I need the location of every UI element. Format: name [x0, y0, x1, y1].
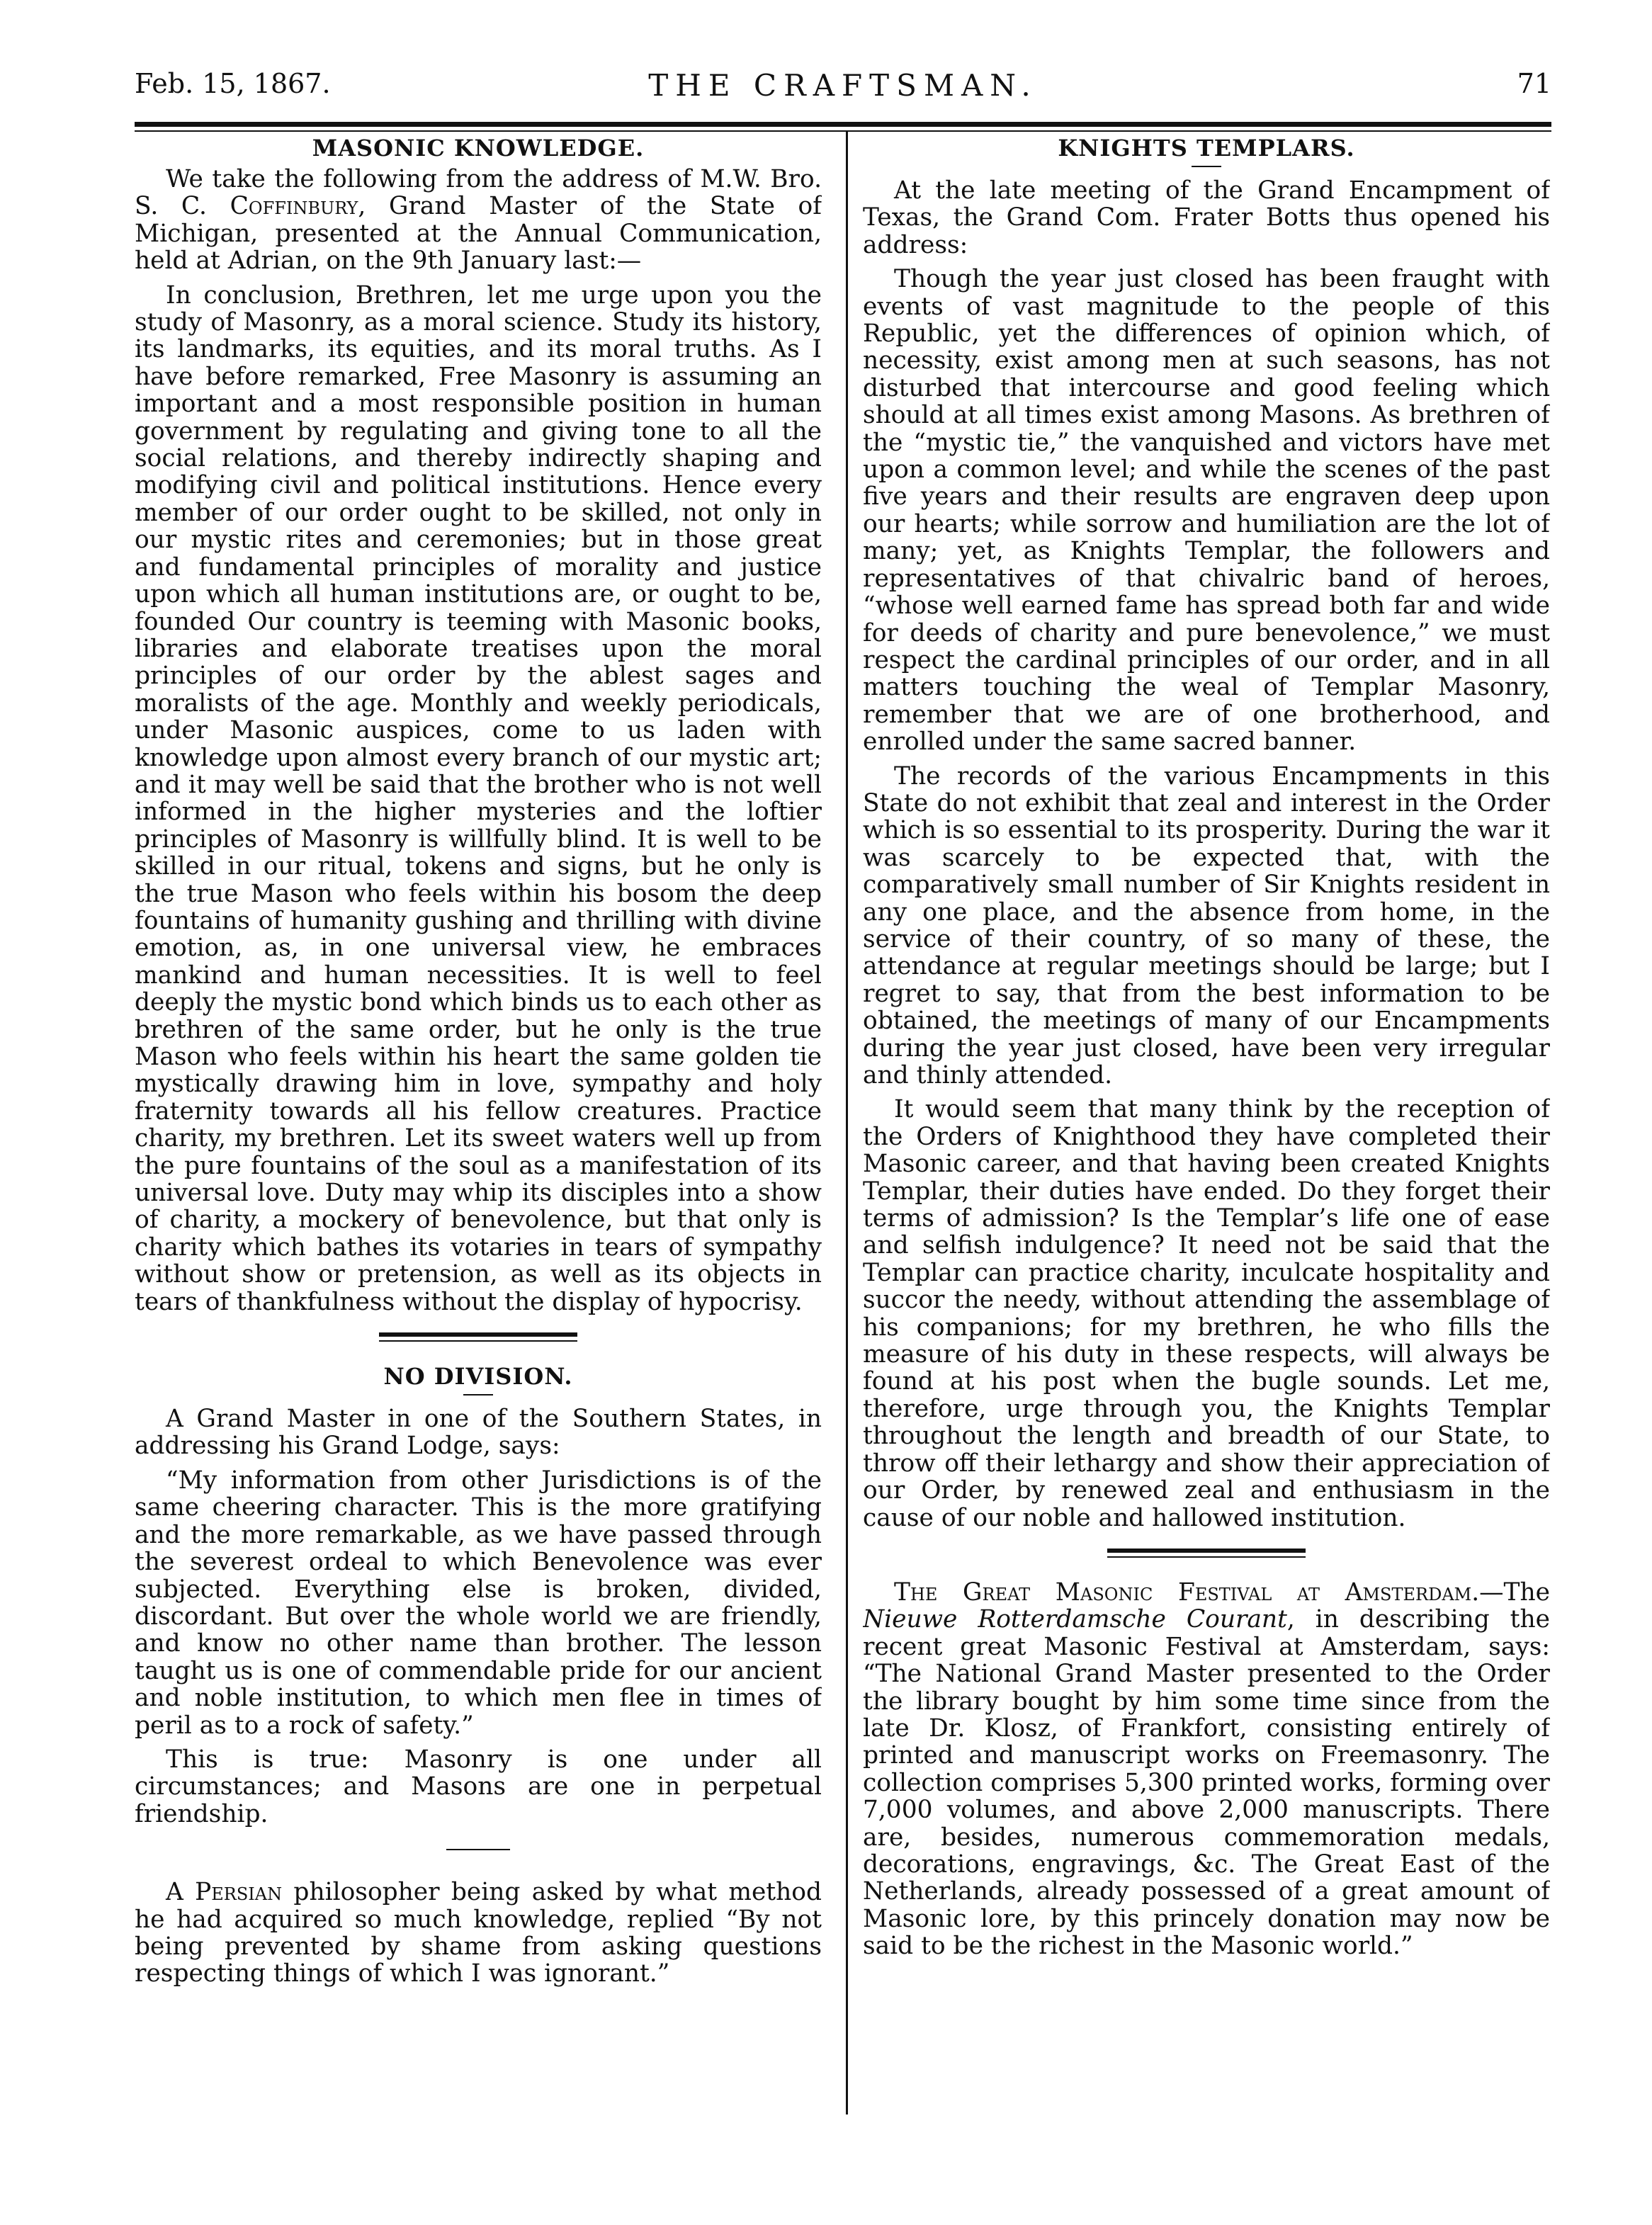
article-paragraph: Though the year just closed has been fraught with events of vast magnitude to the people of this Republic, yet the differences of opinion which, of necessity, exist among men at such seasons, has not disturbed that intercourse and good feeling which should at all times exist among Masons. As brethren of the “mystic tie,” the vanquished and victors have met upon a common level; and while the scenes of the past five years and their results are engraven deep upon our hearts; while sorrow and humiliation are the lot of many; yet, as Knights Templar, the followers and representatives of that chivalric band of heroes, “whose well earned fame has spread both far and wide for deeds of charity and pure benevolence,” we must respect the cardinal principles of our order, and in all matters touching the weal of Templar Masonry, remember that we are of one brotherhood, and enrolled under the same sacred banner. [863, 265, 1550, 757]
body-text: philosopher being asked by what method he had acquired so much knowledge, replied “By not being prevented by shame from asking questions respecting things of which I was ignorant.” [135, 1878, 822, 1988]
article-paragraph: The records of the various Encampments in this State do not exhibit that zeal and interest in the Order which is so essential to its prosperity. During the war it was scarcely to be expected that, with the comparatively small number of Sir Knights resident in any one place, and the absence from home, in the service of their country, of so many of these, the attendance at regular meetings should be large; but I regret to say, that from the best information to be obtained, the meetings of many of our Encampments during the year just closed, have been very irregular and thinly attended. [863, 762, 1550, 1089]
intro-text: We take the following from the address of M.W. Bro. S. C. [135, 165, 822, 221]
article-heading: NO DIVISION. [383, 1363, 573, 1391]
author-name: Coffinbury [230, 192, 358, 221]
article-body: In conclusion, Brethren, let me urge upon you the study of Masonry, as a moral science. Study its history, its landmarks, its equities, and its moral truths. As I have before remarked, Free Masonry is assuming an important and a most responsible position in human government by regulating and giving tone to all the social relations, and thereby indirectly shaping and modifying civil and political institutions. Hence every member of our order ought to be skilled, not only in our mystic rites and ceremonies; but in those great and fundamental principles of morality and justice upon which all human institutions are, or ought to be, founded Our country is teeming with Masonic books, libraries and elaborate treatises upon the moral principles of our order by the ablest sages and moralists of the age. Monthly and weekly periodicals, under Masonic auspices, come to us laden with knowledge upon almost every branch of our mystic art; and it may well be said that the brother who is not well informed in the higher mysteries and the loftier principles of Masonry is willfully blind. It is well to be skilled in our ritual, tokens and signs, but he only is the true Mason who feels within his bosom the deep fountains of humanity gushing and thrilling with divine emotion, as, in one universal view, he embraces mankind and human necessities. It is well to feel deeply the mystic bond which binds us to each other as brethren of the same order, but he only is the true Mason who feels within his heart the same golden tie mystically drawing him in love, sympathy and holy fraternity towards all his fellow creatures. Practice charity, my brethren. Let its sweet waters well up from the pure fountains of the soul as a manifestation of its universal love. Duty may whip its disciples into a show of charity, a mockery of benevolence, but that only is charity which bathes its votaries in tears of sympathy without show or pretension, as well as its objects in tears of thankfulness without the display of hypocrisy. [135, 281, 822, 1316]
left-column [135, 135, 822, 2118]
page-number: 71 [1517, 68, 1551, 99]
section-separator [1107, 1549, 1306, 1558]
page-header [135, 68, 1551, 111]
article-intro: A Grand Master in one of the Southern States, in addressing his Grand Lodge, says: [135, 1405, 822, 1461]
column-divider [846, 131, 848, 2114]
article-knights-templars [863, 135, 1550, 1532]
issue-date: Feb. 15, 1867. [135, 68, 331, 99]
article-no-division [135, 1363, 822, 1828]
heading-dash [463, 1394, 493, 1395]
header-rule [135, 122, 1551, 127]
article-heading: KNIGHTS TEMPLARS. [1058, 135, 1355, 162]
body-text-cont: , in describing the recent great Masonic Festival at Amsterdam, says: “The National Grand Master presented to the Order the library bought by him some time since from the late Dr. Klosz, of Frankfort, consisting entirely of printed and manuscript works on Freemasonry. The collection comprises 5,300 printed works, forming over 7,000 volumes, and above 2,000 manuscripts. There are, besides, numerous commemoration medals, decorations, engravings, &c. The Great East of the Netherlands, already possessed of a great amount of Masonic lore, by this princely donation may now be said to be the richest in the Masonic world.” [863, 1605, 1550, 1961]
article-quote: “My information from other Jurisdictions is of the same cheering character. This is the more gratifying and the more remarkable, as we have passed through the severest ordeal to which Benevolence was ever subjected. Everything else is broken, divided, discordant. But over the whole world we are friendly, and know no other name than brother. The lesson taught us is one of commendable pride for our ancient and noble institution, to which men flee in times of peril as to a rock of safety.” [135, 1466, 822, 1740]
article-persian [135, 1879, 822, 1988]
article-amsterdam-festival [863, 1579, 1550, 1960]
article-masonic-knowledge [135, 135, 822, 1315]
section-separator [446, 1849, 510, 1850]
publication-title: THE CRAFTSMAN. [648, 68, 1038, 103]
article-body [135, 1879, 822, 1988]
article-run-in-title: The Great Masonic Festival at Amsterdam. [894, 1578, 1480, 1607]
newspaper-name: Nieuwe Rotterdamsche Courant [863, 1605, 1287, 1634]
heading-dash [1192, 166, 1221, 167]
body-text: The [1503, 1578, 1550, 1607]
article-body [863, 1579, 1550, 1960]
article-paragraph: It would seem that many think by the reception of the Orders of Knighthood they have completed their Masonic career, and that having been created Knights Templar, their duties have ended. Do they forget their terms of admission? Is the Templar’s life one of ease and selfish indulgence? It need not be said that the Templar can practice charity, inculcate hospitality and succor the needy, without attending the assemblage of his companions; for my brethren, he who fills the measure of his duty in these respects, will always be found at his post when the bugle sounds. Let me, therefore, urge through you, the Knights Templar throughout the length and breadth of our State, to throw off their lethargy and show their appreciation of our Order, by renewed zeal and enthusiasm in the cause of our noble and hallowed institution. [863, 1095, 1550, 1532]
article-intro [135, 166, 822, 275]
right-column [863, 135, 1550, 2118]
title-dash: — [1479, 1578, 1504, 1607]
section-separator [379, 1332, 577, 1342]
article-heading: MASONIC KNOWLEDGE. [312, 135, 645, 162]
lead-words: A Persian [166, 1878, 283, 1907]
intro-text-cont: , Grand Master of the State of Michigan, presented at the Annual Communication, held at Adrian, on the 9th January last:— [135, 192, 822, 276]
article-intro: At the late meeting of the Grand Encampment of Texas, the Grand Com. Frater Botts thus opened his address: [863, 176, 1550, 259]
article-conclusion: This is true: Masonry is one under all circumstances; and Masons are one in perpetual friendship. [135, 1745, 822, 1828]
header-rule-thin [135, 130, 1551, 132]
